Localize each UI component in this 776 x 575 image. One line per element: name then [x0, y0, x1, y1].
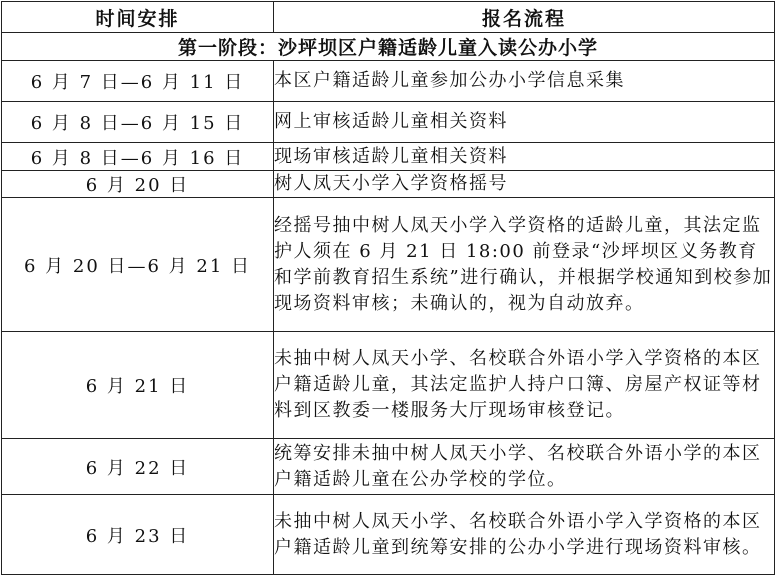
table-row [2, 143, 775, 171]
schedule-process: 统筹安排未抽中树人凤天小学、名校联合外语小学的本区户籍适龄儿童在公办学校的学位。 [274, 439, 775, 495]
time-column-header: 时间安排 [2, 2, 274, 33]
schedule-time: 6 月 8 日—6 月 15 日 [2, 102, 274, 143]
table-row [2, 171, 775, 198]
table-row [2, 332, 775, 439]
schedule-process: 经摇号抽中树人凤天小学入学资格的适龄儿童，其法定监护人须在 6 月 21 日 18:00 前登录“沙坪坝区义务教育和学前教育招生系统”进行确认，并根据学校通知到校参加现场资料审核；未确认的，视为自动放弃。 [274, 198, 775, 332]
phase-row [2, 33, 775, 61]
schedule-process: 现场审核适龄儿童相关资料 [274, 143, 775, 171]
table-header-row [2, 2, 775, 33]
schedule-time: 6 月 8 日—6 月 16 日 [2, 143, 274, 171]
table-row [2, 439, 775, 495]
schedule-time: 6 月 23 日 [2, 495, 274, 575]
process-column-header: 报名流程 [274, 2, 775, 33]
enrollment-schedule-table [1, 1, 775, 575]
table-row [2, 61, 775, 102]
schedule-time: 6 月 22 日 [2, 439, 274, 495]
schedule-time: 6 月 20 日 [2, 171, 274, 198]
schedule-process: 未抽中树人凤天小学、名校联合外语小学入学资格的本区户籍适龄儿童到统筹安排的公办小学进行现场资料审核。 [274, 495, 775, 575]
table-row [2, 198, 775, 332]
schedule-process: 树人凤天小学入学资格摇号 [274, 171, 775, 198]
schedule-process: 本区户籍适龄儿童参加公办小学信息采集 [274, 61, 775, 102]
schedule-process: 网上审核适龄儿童相关资料 [274, 102, 775, 143]
phase-title: 第一阶段：沙坪坝区户籍适龄儿童入读公办小学 [2, 33, 775, 61]
schedule-time: 6 月 21 日 [2, 332, 274, 439]
schedule-time: 6 月 20 日—6 月 21 日 [2, 198, 274, 332]
schedule-time: 6 月 7 日—6 月 11 日 [2, 61, 274, 102]
table-row [2, 102, 775, 143]
table-row [2, 495, 775, 575]
schedule-process: 未抽中树人凤天小学、名校联合外语小学入学资格的本区户籍适龄儿童，其法定监护人持户口簿、房屋产权证等材料到区教委一楼服务大厅现场审核登记。 [274, 332, 775, 439]
